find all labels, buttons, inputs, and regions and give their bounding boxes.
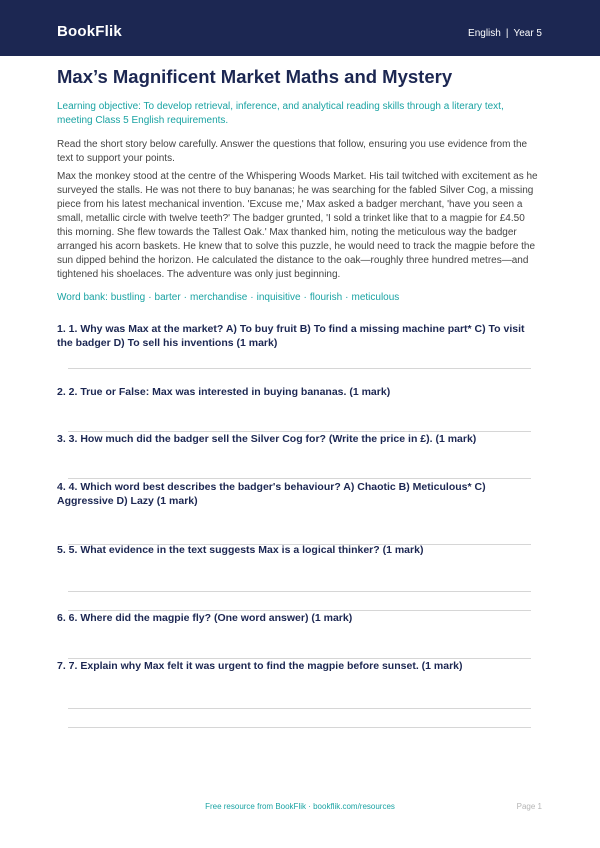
- subject-separator: |: [505, 28, 509, 39]
- worksheet-title: Max’s Magnificent Market Maths and Mystery: [57, 66, 453, 87]
- footer-resource-link[interactable]: Free resource from BookFlik · bookflik.com/resources: [205, 802, 395, 811]
- reading-instructions: Read the short story below carefully. Answer the questions that follow, ensuring you use evidence from the text to support your points.: [57, 139, 528, 164]
- answer-line[interactable]: [68, 591, 531, 592]
- brand-logo-text: BookFlik: [57, 23, 122, 40]
- answer-line[interactable]: [68, 478, 531, 479]
- word-bank-word: inquisitive: [256, 292, 301, 303]
- question-2: 2. 2. True or False: Max was interested in buying bananas. (1 mark): [57, 386, 391, 398]
- word-bank: [57, 292, 542, 303]
- subject-label: English: [468, 28, 501, 39]
- question-6: 6. 6. Where did the magpie fly? (One word answer) (1 mark): [57, 612, 353, 624]
- page-number: Page 1: [516, 802, 542, 811]
- question-5: 5. 5. What evidence in the text suggests Max is a logical thinker? (1 mark): [57, 544, 424, 556]
- question-1: 1. 1. Why was Max at the market? A) To buy fruit B) To find a missing machine part* C) To visit the badger D) To sell his inventions (1 mark): [57, 323, 525, 349]
- word-bank-word: bustling: [110, 292, 146, 303]
- word-bank-word: flourish: [309, 292, 343, 303]
- word-bank-separator: ·: [303, 292, 307, 303]
- word-bank-separator: ·: [148, 292, 152, 303]
- word-bank-word: barter: [154, 292, 181, 303]
- question-4: 4. 4. Which word best describes the badger's behaviour? A) Chaotic B) Meticulous* C) Aggressive D) Lazy (1 mark): [57, 481, 486, 507]
- word-bank-separator: ·: [183, 292, 188, 303]
- question-7: 7. 7. Explain why Max felt it was urgent to find the magpie before sunset. (1 mark): [57, 660, 463, 672]
- page-header: [0, 0, 600, 56]
- answer-line[interactable]: [68, 727, 531, 728]
- story-text: Max the monkey stood at the centre of the Whispering Woods Market. His tail twitched with excitement as he surveyed the stalls. He was not there to buy bananas; he was searching for the fabled Silver Cog, a missing piece from his latest mechanical invention. 'Excuse me,' Max asked a badger merchant, 'have you seen a small, metallic circle with twelve teeth?' The badger grunted, 'I sold a trinket like that to a magpie for £4.50 this morning. She flew towards the Tallest Oak.' Max thanked him, noting the meticulous way the badger arranged his acorn baskets. He knew that to solve this puzzle, he would need to track the magpie before the sun dipped behind the horizon. He calculated the distance to the oak—roughly three hundred metres—and tightened his shoelaces. The adventure was only just beginning.: [57, 171, 538, 280]
- word-bank-word: merchandise: [190, 292, 248, 303]
- word-bank-word: meticulous: [351, 292, 400, 303]
- word-bank-separator: ·: [250, 292, 254, 303]
- word-bank-separator: ·: [345, 292, 349, 303]
- answer-line[interactable]: [68, 368, 531, 369]
- answer-line[interactable]: [68, 708, 531, 709]
- subject-year-label: [468, 28, 542, 39]
- year-label: Year 5: [513, 28, 542, 39]
- learning-objective: Learning objective: To develop retrieval, inference, and analytical reading skills through a literary text, meeting Class 5 English requirements.: [57, 101, 504, 126]
- word-bank-label: Word bank:: [57, 292, 108, 303]
- question-3: 3. 3. How much did the badger sell the Silver Cog for? (Write the price in £). (1 mark): [57, 433, 477, 445]
